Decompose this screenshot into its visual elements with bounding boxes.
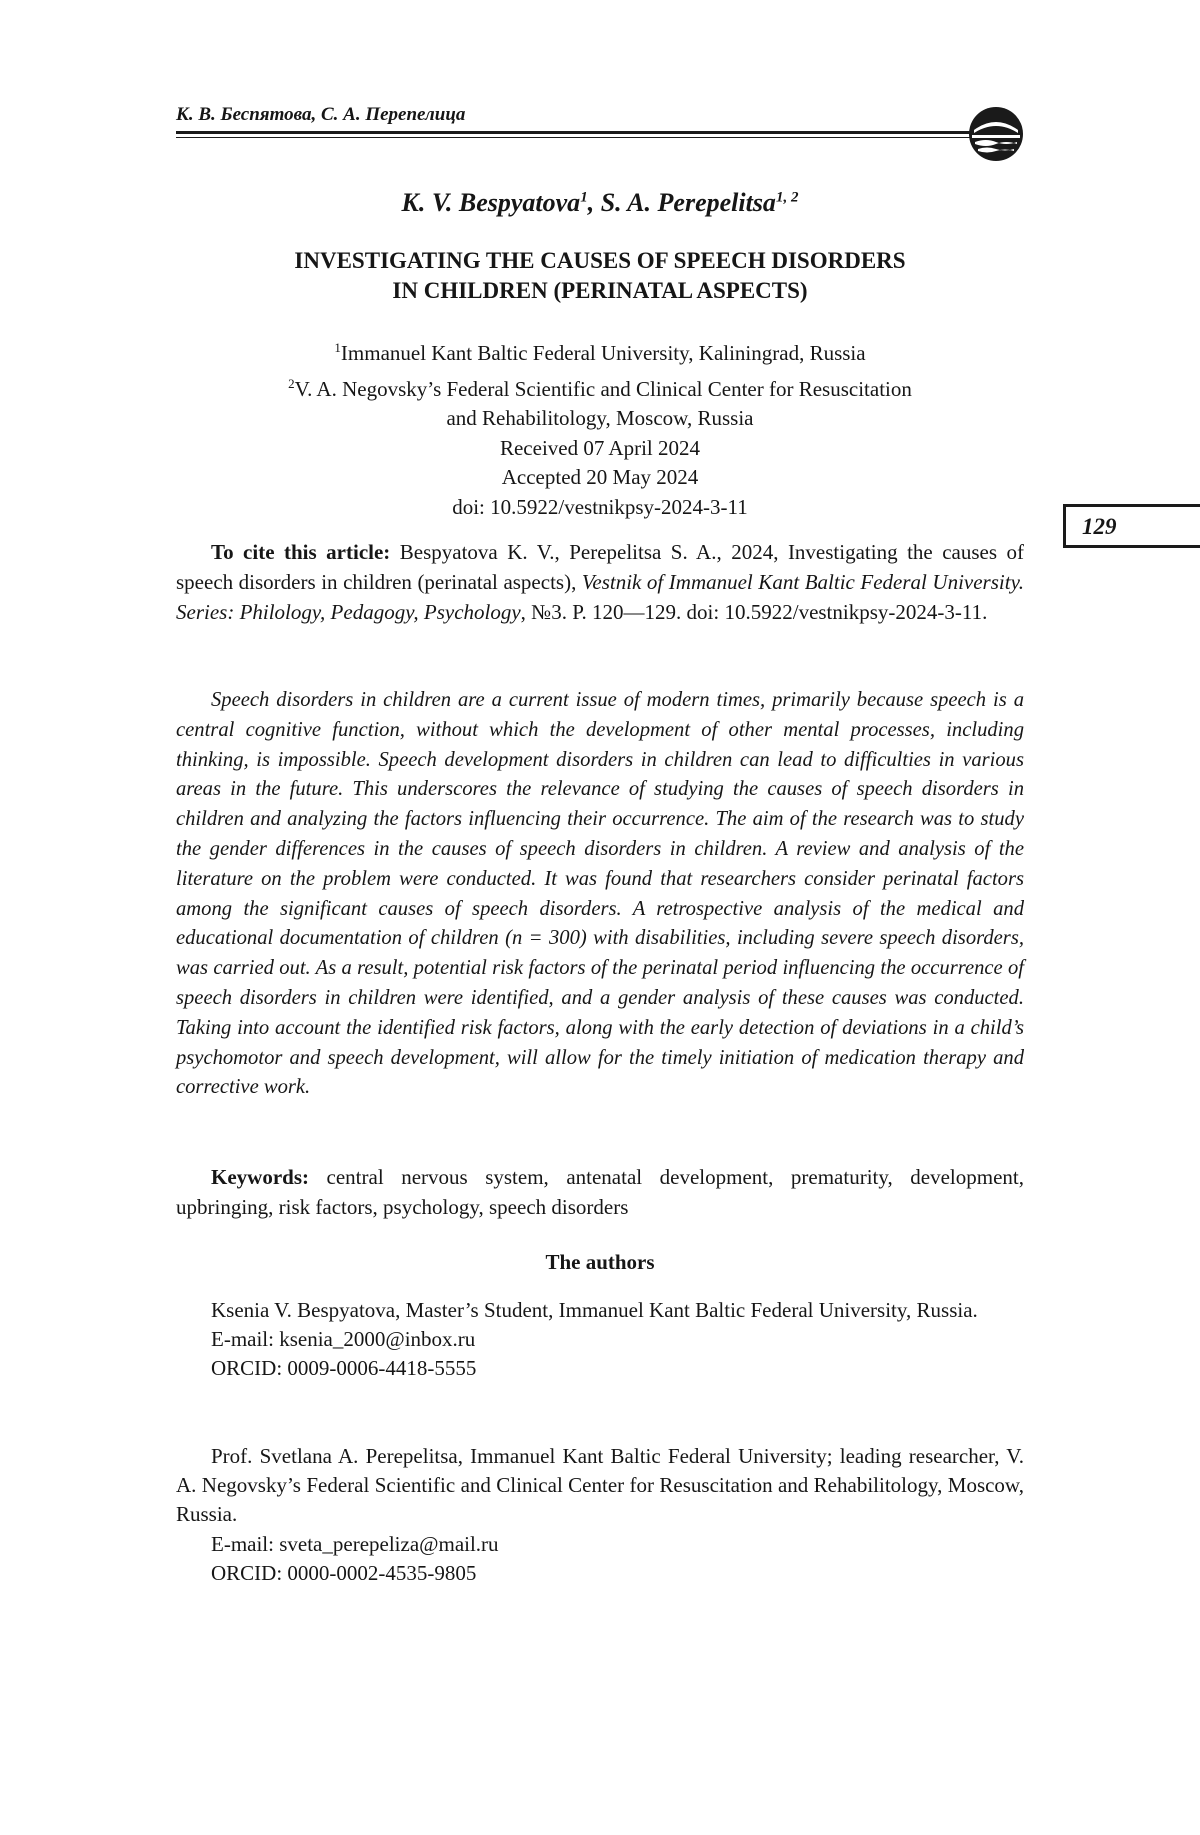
affiliation-mark: 2 (288, 375, 295, 391)
author-name: S. A. Perepelitsa (600, 188, 776, 217)
citation-text-end: , №3. P. 120—129. doi: 10.5922/vestnikpsy-2024-3-11. (520, 599, 988, 624)
title-line: INVESTIGATING THE CAUSES OF SPEECH DISORDERS (294, 248, 906, 273)
author-separator: , (587, 188, 601, 217)
affiliation-text: V. A. Negovsky’s Federal Scientific and Clinical Center for Resuscitation (294, 376, 912, 401)
accepted-date: Accepted 20 May 2024 (501, 465, 699, 489)
author-bio: Ksenia V. Bespyatova, Master’s Student, Immanuel Kant Baltic Federal University, Russia. (211, 1298, 978, 1322)
page-number-box (1063, 504, 1200, 548)
article-title (176, 246, 1024, 306)
article-authors (176, 188, 1024, 218)
author-orcid: ORCID: 0000-0002-4535-9805 (211, 1560, 477, 1585)
page-number: 129 (1082, 514, 1117, 539)
citation-label: To cite this article: (211, 540, 391, 564)
citation-text: Bespyatova K. V., Perepelitsa S. A., 2024, Investigating the causes of speech disorders in children (perinatal aspects), (176, 540, 1024, 594)
citation (176, 538, 1024, 627)
author-info-2 (176, 1442, 1024, 1588)
author-email: E-mail: sveta_perepeliza@mail.ru (211, 1531, 499, 1556)
affiliation-2 (176, 369, 1024, 405)
author-name: K. V. Bespyatova (401, 188, 581, 217)
keywords-text: central nervous system, antenatal development, prematurity, development, upbringing, risk factors, psychology, speech disorders (176, 1165, 1024, 1219)
affiliation-1 (176, 333, 1024, 369)
keywords (176, 1163, 1024, 1223)
author-orcid: ORCID: 0009-0006-4418-5555 (211, 1356, 477, 1381)
author-info-1 (176, 1296, 1024, 1384)
journal-logo-icon (966, 104, 1026, 164)
author-email: E-mail: ksenia_2000@inbox.ru (211, 1327, 476, 1352)
authors-heading: The authors (545, 1250, 655, 1274)
title-line: IN CHILDREN (PERINATAL ASPECTS) (392, 278, 808, 303)
affiliation-2-cont: and Rehabilitology, Moscow, Russia (446, 406, 754, 430)
author-affiliation-mark: 1, 2 (775, 189, 799, 206)
keywords-label: Keywords: (211, 1165, 309, 1189)
author-affiliation-mark: 1 (580, 189, 588, 206)
affiliation-text: Immanuel Kant Baltic Federal University, Kaliningrad, Russia (340, 341, 866, 365)
affiliation-mark: 1 (334, 340, 341, 355)
header-rule-thin (176, 137, 976, 138)
abstract: Speech disorders in children are a current issue of modern times, primarily because speech is a central cognitive function, without which the development of other mental processes, including thinking, is impossible. Speech development disorders in children can lead to difficulties in various areas in the future. This underscores the relevance of studying the causes of speech disorders in children and analyzing the factors influencing their occurrence. The aim of the research was to study the gender differences in the causes of speech disorders in children. A review and analysis of the literature on the problem were conducted. It was found that researchers consider perinatal factors among the significant causes of speech disorders. A retrospective analysis of the medical and educational documentation of children (n = 300) with disabilities, including severe speech disorders, was carried out. As a result, potential risk factors of the perinatal period influencing the occurrence of speech disorders in children were identified, and a gender analysis of these causes was conducted. Taking into account the identified risk factors, along with the early detection of deviations in a child’s psychomotor and speech development, will allow for the timely initiation of medication therapy and corrective work. (176, 689, 1024, 1099)
running-head: К. В. Беспятова, С. А. Перепелица (176, 104, 466, 125)
article-affiliations (176, 333, 1024, 522)
citation-journal: Vestnik of Immanuel Kant Baltic Federal University. Series: Philology, Pedagogy, Psychology (176, 569, 1024, 624)
received-date: Received 07 April 2024 (499, 435, 701, 460)
header-rule (176, 131, 976, 134)
author-bio: Prof. Svetlana A. Perepelitsa, Immanuel Kant Baltic Federal University; leading researcher, V. A. Negovsky’s Federal Scientific and Clinical Center for Resuscitation and Rehabilitology, Moscow, Russia. (176, 1444, 1024, 1527)
doi: doi: 10.5922/vestnikpsy-2024-3-11 (452, 494, 748, 519)
